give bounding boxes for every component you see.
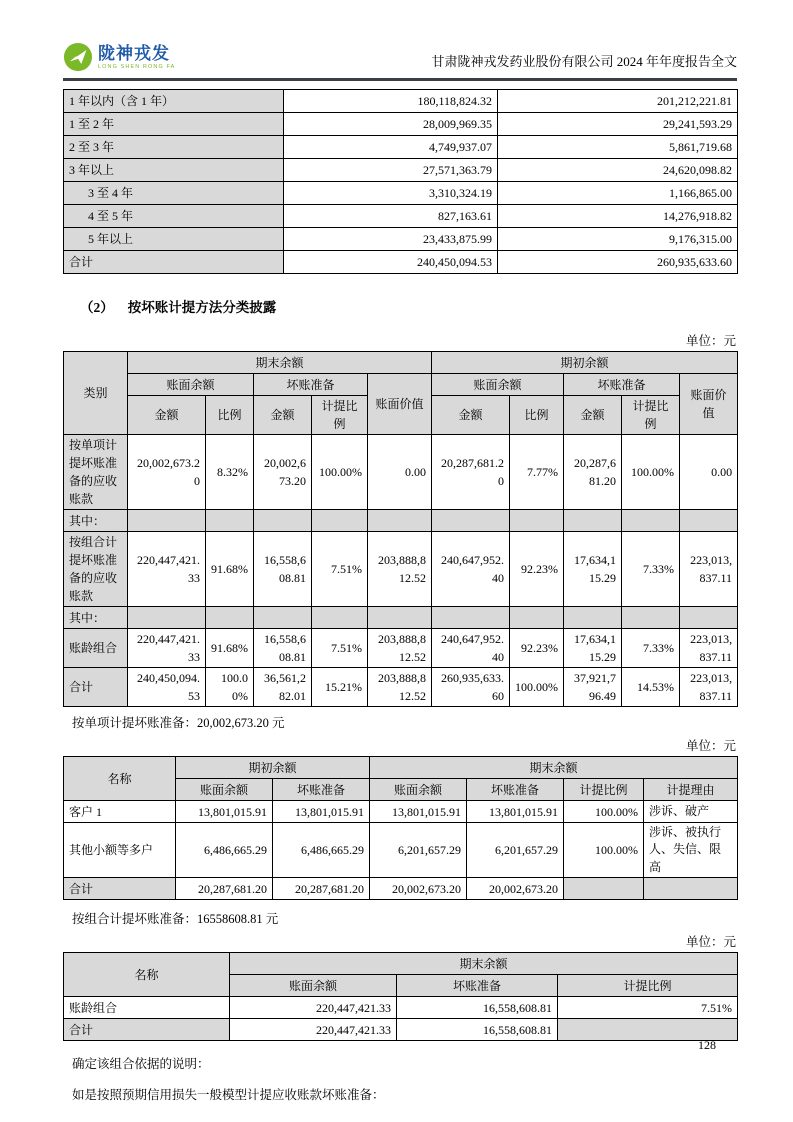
- unit-label: 单位：元: [685, 334, 736, 348]
- header-cell: 坏账准备: [397, 975, 558, 997]
- value-cell: 100.00%: [622, 435, 680, 510]
- value-cell: 7.51%: [312, 532, 368, 607]
- section-heading: [63, 296, 737, 316]
- logo-bird-icon: [63, 42, 93, 72]
- value-cell: 240,647,952.40: [432, 629, 510, 668]
- empty-cell: [254, 607, 312, 629]
- value-cell: 13,801,015.91: [370, 801, 467, 823]
- table-row: [64, 136, 738, 159]
- value-cell: 100.00%: [510, 668, 564, 707]
- header-cell: 账面价值: [368, 374, 432, 435]
- header-cell: 计提比例: [558, 975, 738, 997]
- value-cell: 240,450,094.53: [284, 251, 498, 274]
- company-logo: [63, 42, 175, 72]
- value-cell: 14,276,918.82: [498, 205, 738, 228]
- value-cell: 223,013,837.11: [680, 532, 738, 607]
- value-cell: 223,013,837.11: [680, 629, 738, 668]
- value-cell: 0.00: [680, 435, 738, 510]
- value-cell: 6,486,665.29: [273, 823, 370, 878]
- empty-cell: [128, 607, 206, 629]
- single-provision-note: 按单项计提坏账准备：20,002,673.20 元: [72, 716, 285, 730]
- label-cell: 按组合计提坏账准备的应收账款: [64, 532, 128, 607]
- doc-title: 甘肃陇神戎发药业股份有限公司 2024 年年度报告全文: [431, 54, 737, 70]
- value-cell: 4,749,937.07: [284, 136, 498, 159]
- page-number: 128: [698, 1038, 716, 1052]
- value-cell: 91.68%: [206, 629, 254, 668]
- header-cell: 期末余额: [128, 352, 432, 374]
- header-row: [64, 757, 738, 779]
- header-cell: 比例: [510, 396, 564, 435]
- total-label-cell: 合计: [64, 878, 176, 900]
- value-cell: 36,561,282.01: [254, 668, 312, 707]
- value-cell: 16,558,608.81: [254, 532, 312, 607]
- value-cell: 220,447,421.33: [230, 1019, 397, 1041]
- empty-cell: [368, 510, 432, 532]
- header-cell: 期初余额: [176, 757, 370, 779]
- header-cell: 坏账准备: [273, 779, 370, 801]
- label-cell: 账龄组合: [64, 629, 128, 668]
- value-cell: 13,801,015.91: [176, 801, 273, 823]
- table-row: [64, 205, 738, 228]
- value-cell: 7.33%: [622, 532, 680, 607]
- header-cell: 金额: [432, 396, 510, 435]
- empty-cell: [128, 510, 206, 532]
- header-cell: 账面余额: [370, 779, 467, 801]
- value-cell: 220,447,421.33: [128, 629, 206, 668]
- table-row: [64, 532, 738, 607]
- header-cell: 名称: [64, 953, 230, 997]
- value-cell: 201,212,221.81: [498, 90, 738, 113]
- header-cell: 类别: [64, 352, 128, 435]
- label-cell: 其中：: [64, 607, 128, 629]
- label-cell: 账龄组合: [64, 997, 230, 1019]
- value-cell: 17,634,115.29: [564, 532, 622, 607]
- total-label-cell: 合计: [64, 1019, 230, 1041]
- value-cell: 8.32%: [206, 435, 254, 510]
- unit-label: 单位：元: [685, 739, 736, 753]
- reason-cell: 涉诉、破产: [644, 801, 738, 823]
- page-header: [63, 0, 737, 81]
- table-row: [64, 182, 738, 205]
- label-cell: 5 年以上: [64, 228, 284, 251]
- empty-cell: [564, 607, 622, 629]
- value-cell: 20,002,673.20: [370, 878, 467, 900]
- table-row: [64, 435, 738, 510]
- header-row: [64, 352, 738, 374]
- table-row: [64, 251, 738, 274]
- section-title: 按坏账计提方法分类披露: [127, 300, 277, 315]
- value-cell: 37,921,796.49: [564, 668, 622, 707]
- empty-cell: [312, 607, 368, 629]
- table-row: [64, 668, 738, 707]
- footnote: 确定该组合依据的说明：: [72, 1057, 210, 1072]
- header-cell: 账面余额: [128, 374, 254, 396]
- header-cell: 账面余额: [176, 779, 273, 801]
- value-cell: 13,801,015.91: [467, 801, 564, 823]
- value-cell: 9,176,315.00: [498, 228, 738, 251]
- label-cell: 按单项计提坏账准备的应收账款: [64, 435, 128, 510]
- empty-cell: [564, 510, 622, 532]
- value-cell: 20,287,681.20: [273, 878, 370, 900]
- value-cell: 16,558,608.81: [397, 997, 558, 1019]
- label-cell: 3 年以上: [64, 159, 284, 182]
- empty-cell: [206, 510, 254, 532]
- header-cell: 期末余额: [230, 953, 738, 975]
- value-cell: 220,447,421.33: [230, 997, 397, 1019]
- empty-cell: [680, 607, 738, 629]
- empty-cell: [644, 878, 738, 900]
- header-cell: 比例: [206, 396, 254, 435]
- value-cell: 24,620,098.82: [498, 159, 738, 182]
- table-row: [64, 228, 738, 251]
- empty-cell: [564, 878, 644, 900]
- header-cell: 金额: [128, 396, 206, 435]
- reason-cell: 涉诉、被执行人、失信、限高: [644, 823, 738, 878]
- value-cell: 92.23%: [510, 532, 564, 607]
- table-row: [64, 510, 738, 532]
- empty-cell: [680, 510, 738, 532]
- header-cell: 坏账准备: [254, 374, 368, 396]
- header-cell: 期末余额: [370, 757, 738, 779]
- header-cell: 计提比例: [312, 396, 368, 435]
- table-row: [64, 629, 738, 668]
- label-cell: 2 至 3 年: [64, 136, 284, 159]
- value-cell: 223,013,837.11: [680, 668, 738, 707]
- empty-cell: [432, 607, 510, 629]
- header-cell: 金额: [254, 396, 312, 435]
- value-cell: 240,647,952.40: [432, 532, 510, 607]
- group-provision-note: 按组合计提坏账准备：16558608.81 元: [72, 912, 279, 927]
- header-cell: 计提比例: [564, 779, 644, 801]
- header-cell: 计提比例: [622, 396, 680, 435]
- value-cell: 260,935,633.60: [498, 251, 738, 274]
- table-row: [64, 801, 738, 823]
- header-cell: 账面余额: [432, 374, 564, 396]
- empty-cell: [510, 510, 564, 532]
- value-cell: 27,571,363.79: [284, 159, 498, 182]
- table-row: [64, 607, 738, 629]
- value-cell: 20,002,673.20: [254, 435, 312, 510]
- value-cell: 100.00%: [312, 435, 368, 510]
- total-label-cell: 合计: [64, 668, 128, 707]
- value-cell: 17,634,115.29: [564, 629, 622, 668]
- value-cell: 180,118,824.32: [284, 90, 498, 113]
- value-cell: 7.33%: [622, 629, 680, 668]
- empty-cell: [368, 607, 432, 629]
- logo-text: [98, 45, 175, 70]
- value-cell: 0.00: [368, 435, 432, 510]
- logo-cn-text: 陇神戎发: [98, 43, 170, 63]
- value-cell: 100.00%: [564, 801, 644, 823]
- value-cell: 7.51%: [558, 997, 738, 1019]
- unit-label: 单位：元: [685, 935, 736, 950]
- table-row: [64, 159, 738, 182]
- group-provision-table: [63, 952, 738, 1041]
- total-label-cell: 合计: [64, 251, 284, 274]
- empty-cell: [622, 607, 680, 629]
- value-cell: 1,166,865.00: [498, 182, 738, 205]
- value-cell: 260,935,633.60: [432, 668, 510, 707]
- single-provision-table: [63, 756, 738, 900]
- value-cell: 14.53%: [622, 668, 680, 707]
- value-cell: 240,450,094.53: [128, 668, 206, 707]
- value-cell: 6,201,657.29: [467, 823, 564, 878]
- value-cell: 23,433,875.99: [284, 228, 498, 251]
- aging-table: [63, 89, 738, 274]
- header-cell: 名称: [64, 757, 176, 801]
- value-cell: 203,888,812.52: [368, 532, 432, 607]
- header-row: [64, 374, 738, 396]
- empty-cell: [254, 510, 312, 532]
- label-cell: 其中：: [64, 510, 128, 532]
- header-row: [64, 953, 738, 975]
- header-cell: 计提理由: [644, 779, 738, 801]
- table-row: [64, 997, 738, 1019]
- empty-cell: [622, 510, 680, 532]
- value-cell: 5,861,719.68: [498, 136, 738, 159]
- value-cell: 827,163.61: [284, 205, 498, 228]
- value-cell: 92.23%: [510, 629, 564, 668]
- label-cell: 4 至 5 年: [64, 205, 284, 228]
- value-cell: 203,888,812.52: [368, 629, 432, 668]
- header-cell: 坏账准备: [564, 374, 680, 396]
- label-cell: 客户 1: [64, 801, 176, 823]
- value-cell: 15.21%: [312, 668, 368, 707]
- value-cell: 20,287,681.20: [432, 435, 510, 510]
- value-cell: 3,310,324.19: [284, 182, 498, 205]
- label-cell: 1 至 2 年: [64, 113, 284, 136]
- value-cell: 6,201,657.29: [370, 823, 467, 878]
- value-cell: 28,009,969.35: [284, 113, 498, 136]
- header-cell: 金额: [564, 396, 622, 435]
- section-number: （2）: [80, 300, 114, 315]
- header-cell: 账面价值: [680, 374, 738, 435]
- table-row: [64, 878, 738, 900]
- empty-cell: [206, 607, 254, 629]
- value-cell: 13,801,015.91: [273, 801, 370, 823]
- value-cell: 7.51%: [312, 629, 368, 668]
- value-cell: 20,287,681.20: [564, 435, 622, 510]
- bad-debt-method-table: [63, 351, 738, 707]
- header-cell: 坏账准备: [467, 779, 564, 801]
- value-cell: 100.00%: [206, 668, 254, 707]
- footnote: 如是按照预期信用损失一般模型计提应收账款坏账准备：: [72, 1088, 385, 1103]
- header-cell: 账面余额: [230, 975, 397, 997]
- logo-en-text: LONG SHEN RONG FA: [98, 63, 176, 70]
- label-cell: 3 至 4 年: [64, 182, 284, 205]
- value-cell: 16,558,608.81: [397, 1019, 558, 1041]
- value-cell: 20,002,673.20: [128, 435, 206, 510]
- value-cell: 20,287,681.20: [176, 878, 273, 900]
- label-cell: 其他小额等多户: [64, 823, 176, 878]
- empty-cell: [432, 510, 510, 532]
- empty-cell: [510, 607, 564, 629]
- empty-cell: [312, 510, 368, 532]
- table-row: [64, 113, 738, 136]
- table-row: [64, 90, 738, 113]
- value-cell: 29,241,593.29: [498, 113, 738, 136]
- value-cell: 6,486,665.29: [176, 823, 273, 878]
- value-cell: 220,447,421.33: [128, 532, 206, 607]
- value-cell: 20,002,673.20: [467, 878, 564, 900]
- value-cell: 16,558,608.81: [254, 629, 312, 668]
- value-cell: 203,888,812.52: [368, 668, 432, 707]
- label-cell: 1 年以内（含 1 年）: [64, 90, 284, 113]
- value-cell: 91.68%: [206, 532, 254, 607]
- value-cell: 7.77%: [510, 435, 564, 510]
- value-cell: 100.00%: [564, 823, 644, 878]
- table-row: [64, 1019, 738, 1041]
- table-row: [64, 823, 738, 878]
- header-cell: 期初余额: [432, 352, 738, 374]
